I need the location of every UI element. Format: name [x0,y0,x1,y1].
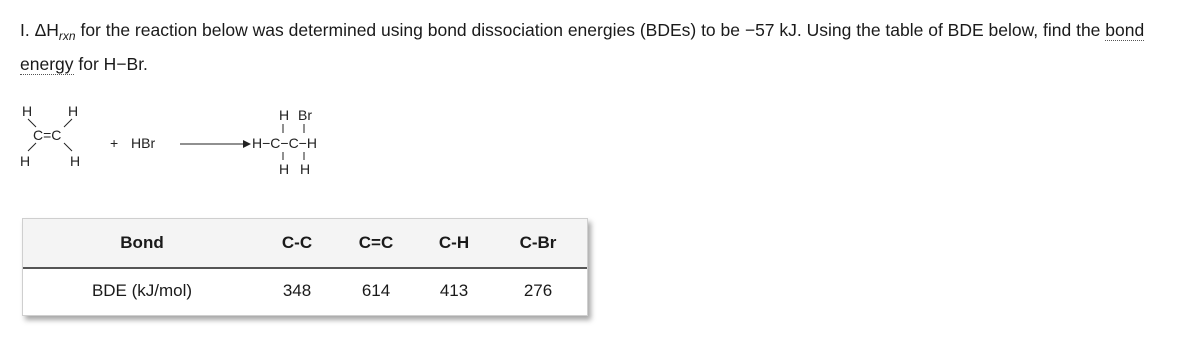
table-row [23,269,587,313]
hbr-reactant: HBr [131,135,156,151]
ethene-bond [28,143,36,151]
ethene-atom-h4: H [70,153,81,169]
product-atom-bottom-h2: H [300,161,311,177]
bde-table-container [22,218,588,316]
bond-energy-glossary-link[interactable]: bond energy [20,20,1145,74]
bde-table [23,219,587,313]
table-cell: BDE (kJ/mol) [91,281,193,300]
table-header-cell: C-H [419,219,489,267]
question-text-part1: for the reaction below was determined using bond dissociation energies (BDEs) to be −57 kJ. Using the table of BDE below, find the [75,20,1106,40]
table-header-cell: Bond [23,219,261,267]
ethene-bond [64,119,72,127]
ethene-atom-h2: H [68,103,79,119]
product-atom-top-br: Br [298,107,312,123]
ethene-atom-h3: H [20,153,31,169]
plus-sign: + [110,135,119,151]
table-cell: 614 [361,281,391,300]
ethene-atom-h1: H [22,103,33,119]
question-text-part2: for H−Br. [73,54,148,74]
reaction-scheme [18,100,358,180]
table-header-cell: C-C [261,219,333,267]
reaction-arrow-head [243,140,251,148]
table-cell: 348 [282,281,312,300]
table-header-row [23,219,587,267]
question-subscript: rxn [58,29,76,43]
product-main-chain: H−C−C−H [252,135,317,151]
product-atom-top-h: H [279,107,290,123]
ethene-double-bond-label: C=C [33,127,62,143]
question-prefix: I. ΔH [20,20,59,40]
question-text [20,16,1180,78]
ethene-bond [28,119,36,127]
table-cell: 276 [523,281,553,300]
table-header-cell: C-Br [489,219,587,267]
table-cell: 413 [439,281,469,300]
ethene-bond [64,143,72,151]
reaction-diagram [18,100,358,180]
table-header-cell: C=C [333,219,419,267]
product-atom-bottom-h1: H [279,161,290,177]
